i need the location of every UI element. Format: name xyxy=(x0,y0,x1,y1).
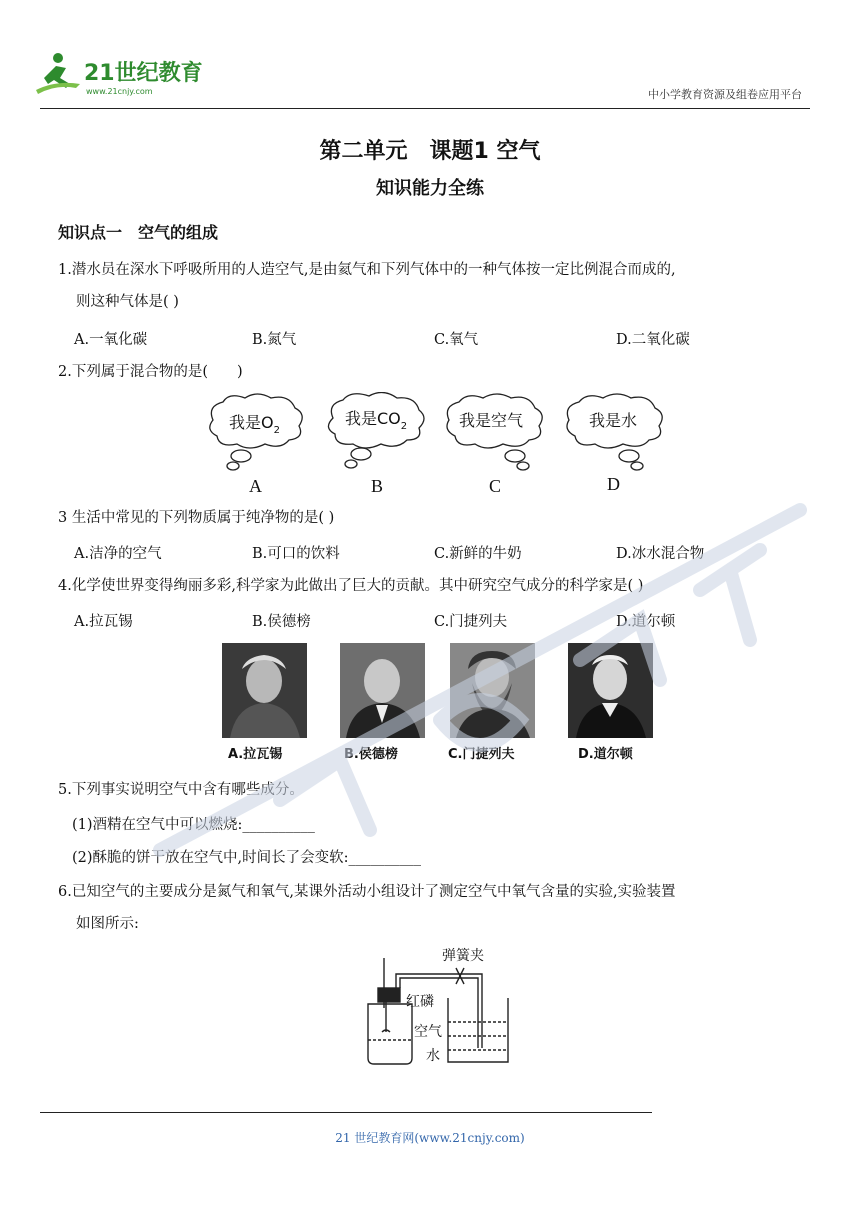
q5-stem: 5.下列事实说明空气中含有哪些成分。 xyxy=(58,782,304,798)
q1-stem-line2: 则这种气体是( ) xyxy=(76,294,179,310)
portrait-lavoisier xyxy=(222,643,307,742)
q1-option-c: C.氧气 xyxy=(434,332,479,348)
q4-stem: 4.化学使世界变得绚丽多彩,科学家为此做出了巨大的贡献。其中研究空气成分的科学家是( ) xyxy=(58,578,644,594)
header-divider xyxy=(40,108,810,109)
footer-divider xyxy=(40,1112,652,1113)
q4-option-d: D.道尔顿 xyxy=(616,614,676,630)
portrait-hou-debang xyxy=(340,643,425,742)
portrait-caption-b: B.侯德榜 xyxy=(344,747,398,762)
bubble-label-b: B xyxy=(371,476,384,496)
q4-option-b: B.侯德榜 xyxy=(252,614,311,630)
bubble-a-text: 我是$O_2$ xyxy=(229,413,280,436)
svg-text:21世纪教育: 21世纪教育 xyxy=(84,61,203,86)
apparatus-figure xyxy=(356,940,536,1070)
platform-text: 中小学教育资源及组卷应用平台 xyxy=(648,88,802,101)
q3-option-c: C.新鲜的牛奶 xyxy=(434,546,522,562)
q3-option-b: B.可口的饮料 xyxy=(252,546,340,562)
section-heading: 知识点一 空气的组成 xyxy=(58,223,219,242)
portrait-caption-c: C.门捷列夫 xyxy=(448,747,515,762)
runner-icon xyxy=(36,53,80,94)
bubble-b-text: 我是$CO_2$ xyxy=(345,409,408,432)
label-red-phosphorus: 红磷 xyxy=(406,994,434,1010)
q2-stem: 2.下列属于混合物的是( ) xyxy=(58,364,243,380)
q1-option-a: A.一氧化碳 xyxy=(74,332,148,348)
portrait-mendeleev xyxy=(450,643,535,742)
bubble-label-a: A xyxy=(249,476,262,496)
bubble-label-c: C xyxy=(489,476,502,496)
label-spring-clip: 弹簧夹 xyxy=(442,948,484,964)
q6-stem-line2: 如图所示: xyxy=(76,916,139,932)
q5-sub2: (2)酥脆的饼干放在空气中,时间长了会变软:__________ xyxy=(72,850,422,866)
bubble-c-text: 我是空气 xyxy=(459,411,524,430)
portrait-caption-d: D.道尔顿 xyxy=(578,747,633,762)
q1-stem-line1: 1.潜水员在深水下呼吸所用的人造空气,是由氦气和下列气体中的一种气体按一定比例混合而成的, xyxy=(58,262,676,278)
q5-sub1: (1)酒精在空气中可以燃烧:__________ xyxy=(72,817,315,833)
footer-text: 21 世纪教育网(www.21cnjy.com) xyxy=(335,1131,525,1145)
q3-option-d: D.冰水混合物 xyxy=(616,546,705,562)
q3-stem: 3 生活中常见的下列物质属于纯净物的是( ) xyxy=(58,510,335,526)
q1-option-b: B.氮气 xyxy=(252,332,297,348)
q4-option-a: A.拉瓦锡 xyxy=(74,614,133,630)
q3-option-a: A.洁净的空气 xyxy=(74,546,162,562)
page-subtitle: 知识能力全练 xyxy=(376,178,484,199)
q2-figure xyxy=(205,392,675,496)
site-logo xyxy=(36,50,206,100)
label-water: 水 xyxy=(426,1048,440,1064)
q6-stem-line1: 6.已知空气的主要成分是氮气和氧气,某课外活动小组设计了测定空气中氧气含量的实验,实验装置 xyxy=(58,884,676,900)
bubble-label-d: D xyxy=(607,474,620,494)
q4-option-c: C.门捷列夫 xyxy=(434,614,508,630)
bubble-d-text: 我是水 xyxy=(589,411,638,430)
portrait-dalton xyxy=(568,643,653,742)
portrait-caption-a: A.拉瓦锡 xyxy=(228,747,283,762)
q1-option-d: D.二氧化碳 xyxy=(616,332,690,348)
label-air: 空气 xyxy=(414,1024,442,1040)
page-title: 第二单元 课题1 空气 xyxy=(319,139,541,164)
svg-text:www.21cnjy.com: www.21cnjy.com xyxy=(86,87,153,96)
